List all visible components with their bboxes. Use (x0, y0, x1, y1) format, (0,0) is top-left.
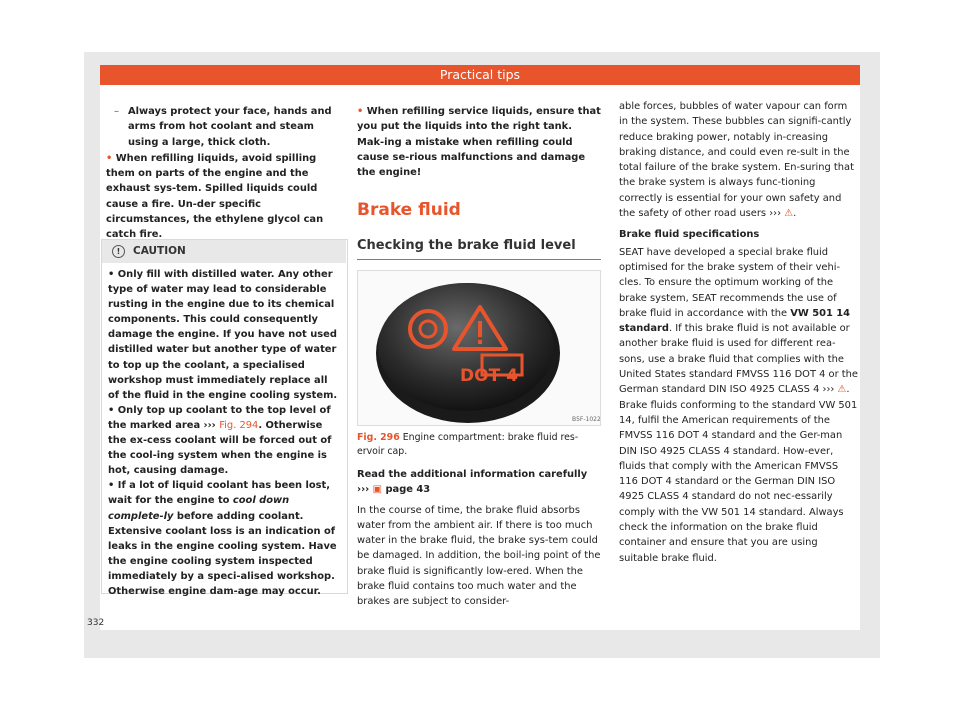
bullet-icon: • (108, 480, 115, 492)
paragraph-text: SEAT have developed a special brake fluid optimised for the brake system of their vehi-cles. To ensure the optimum working of the brake system, SEAT recommends the use of brake fluid in accordance with the (619, 246, 841, 319)
bullet-icon: • (357, 106, 364, 117)
subsection-title: Brake fluid specifications (619, 229, 760, 241)
figure-link[interactable]: Fig. 294 (219, 419, 259, 431)
caution-body (108, 267, 340, 599)
bullet-icon: • (108, 269, 115, 280)
left-column (106, 104, 344, 243)
list-item-text: If a lot of liquid coolant has been lost, wait for the engine to (108, 480, 331, 507)
page-number: 332 (87, 618, 105, 628)
emphasis-text: cool down complete-ly (108, 495, 290, 522)
page-link[interactable]: page 43 (385, 484, 431, 496)
list-item-text: Always protect your face, hands and arms from hot coolant and steam using a large, thick cloth. (128, 106, 332, 148)
right-column (619, 99, 859, 566)
warning-icon: ⚠ (784, 208, 794, 220)
list-item-text: Only top up coolant to the top level of the marked area ››› (108, 404, 331, 431)
list-item-text: When refilling liquids, avoid spilling them on parts of the engine and the exhaust sys-tem. Spilled liquids could cause a fire. Un-der specific circumstances, the ethylene glycol can catch fire. (106, 152, 324, 241)
list-item-text: When refilling service liquids, ensure that you put the liquids into the right tank. Mak-ing a mistake when refilling could cause se-rious malfunctions and damage the engine! (357, 106, 601, 179)
brake-cap-illustration (358, 271, 600, 425)
page-header: Practical tips (100, 65, 860, 85)
subsection-title: Checking the brake fluid level (357, 238, 601, 260)
ref-arrows: ››› (822, 384, 835, 396)
caution-header (102, 240, 346, 263)
list-item-text: before adding coolant. Extensive coolant loss is an indication of leaks in the engine cooling system. Have the engine cooling system inspected immediately by a speci-alised workshop. Otherwise engine dam-age may occur. (108, 510, 337, 597)
middle-column-top (357, 104, 601, 180)
dash-marker: – (114, 106, 119, 117)
caution-title: CAUTION (133, 245, 186, 257)
bullet-icon: • (108, 404, 115, 416)
list-item (106, 151, 344, 243)
warning-icon: ⚠ (837, 384, 847, 396)
list-item (108, 403, 340, 478)
figure-number: Fig. 296 (357, 432, 400, 443)
middle-column-body (357, 467, 601, 610)
section-title: Brake fluid (357, 200, 461, 220)
paragraph-text: . If this brake fluid is not available or another brake fluid is used for different rea-sons, use a brake fluid that complies with the United States standard FMVSS 116 DOT 4 or the German standard DIN ISO 4925 CLASS 4 (619, 323, 858, 396)
list-item-text: . Otherwise the ex-cess coolant will be forced out of the cool-ing system when the engine is hot, causing damage. (108, 419, 332, 477)
list-item (106, 104, 344, 150)
ref-arrows: ››› (769, 208, 782, 220)
figure-code: B5F-1022 (572, 416, 600, 423)
caution-box (101, 239, 348, 597)
body-paragraph: In the course of time, the brake fluid absorbs water from the ambient air. If there is too much water in the brake fluid, the brake sys-tem could be damaged. In addition, the boil-ing point of the brake fluid is significantly low-ered. When the brake fluid contains too much water and the brakes are subject to consider- (357, 504, 601, 608)
dot-label: DOT 4 (460, 366, 518, 386)
body-paragraph: Brake fluids conforming to the standard VW 501 14, fulfil the American requirements of the FMVSS 116 DOT 4 standard and the Ger-man DIN ISO 4925 CLASS 4 standard. How-ever, fluids that comply with the American FMVSS 116 DOT 4 standard or the German DIN ISO 4925 CLASS 4 standard do not nec-essarily comply with the VW 501 14 standard. Always check the information on the brake fluid container and ensure that you are using suitable brake fluid. (619, 399, 858, 564)
list-item-text: Only fill with distilled water. Any other type of water may lead to considerable rusting in the engine due to its chemical components. This could consequently damage the engine. If you have not used distilled water but another type of water to top up the coolant, a specialised workshop must immediately replace all of the fluid in the engine cooling system. (108, 269, 338, 401)
caution-icon: ! (112, 245, 125, 258)
standard-name: VW 501 14 standard (619, 307, 851, 335)
figure-brake-cap (357, 270, 601, 426)
readmore-text: Read the additional information carefully ››› (357, 469, 588, 496)
bullet-icon: • (106, 152, 113, 164)
list-item (108, 267, 340, 403)
book-icon: ▣ (372, 484, 383, 496)
body-paragraph: SEAT have developed a special brake fluid optimised for the brake system of their vehi-cles. To ensure the optimum working of the brake system, SEAT recommends the use of brake fluid in accordance with the VW 501 14 standard. If this brake fluid is not available or another brake fluid is used for different rea-sons, use a brake fluid that complies with the United States standard FMVSS 116 DOT 4 or the German standard DIN ISO 4925 CLASS 4 ››› ⚠. (619, 245, 859, 398)
figure-caption (357, 431, 601, 459)
readmore-line (357, 467, 601, 498)
list-item (108, 478, 340, 599)
body-paragraph: able forces, bubbles of water vapour can form in the system. These bubbles can signifi-cantly reduce braking power, notably in-creasing braking distance, and could even re-sult in the total failure of the brake system. En-suring that the brake system is always func-tioning correctly is essential for your own safety and the safety of other road users ››› ⚠. (619, 99, 859, 221)
paragraph-text: able forces, bubbles of water vapour can form in the system. These bubbles can signifi-cantly reduce braking power, notably in-creasing braking distance, and could even re-sult in the total failure of the brake system. En-suring that the brake system is always func-tioning correctly is essential for your own safety and the safety of other road users (619, 101, 854, 220)
caption-text: Engine compartment: brake fluid res-ervoir cap. (357, 432, 579, 457)
